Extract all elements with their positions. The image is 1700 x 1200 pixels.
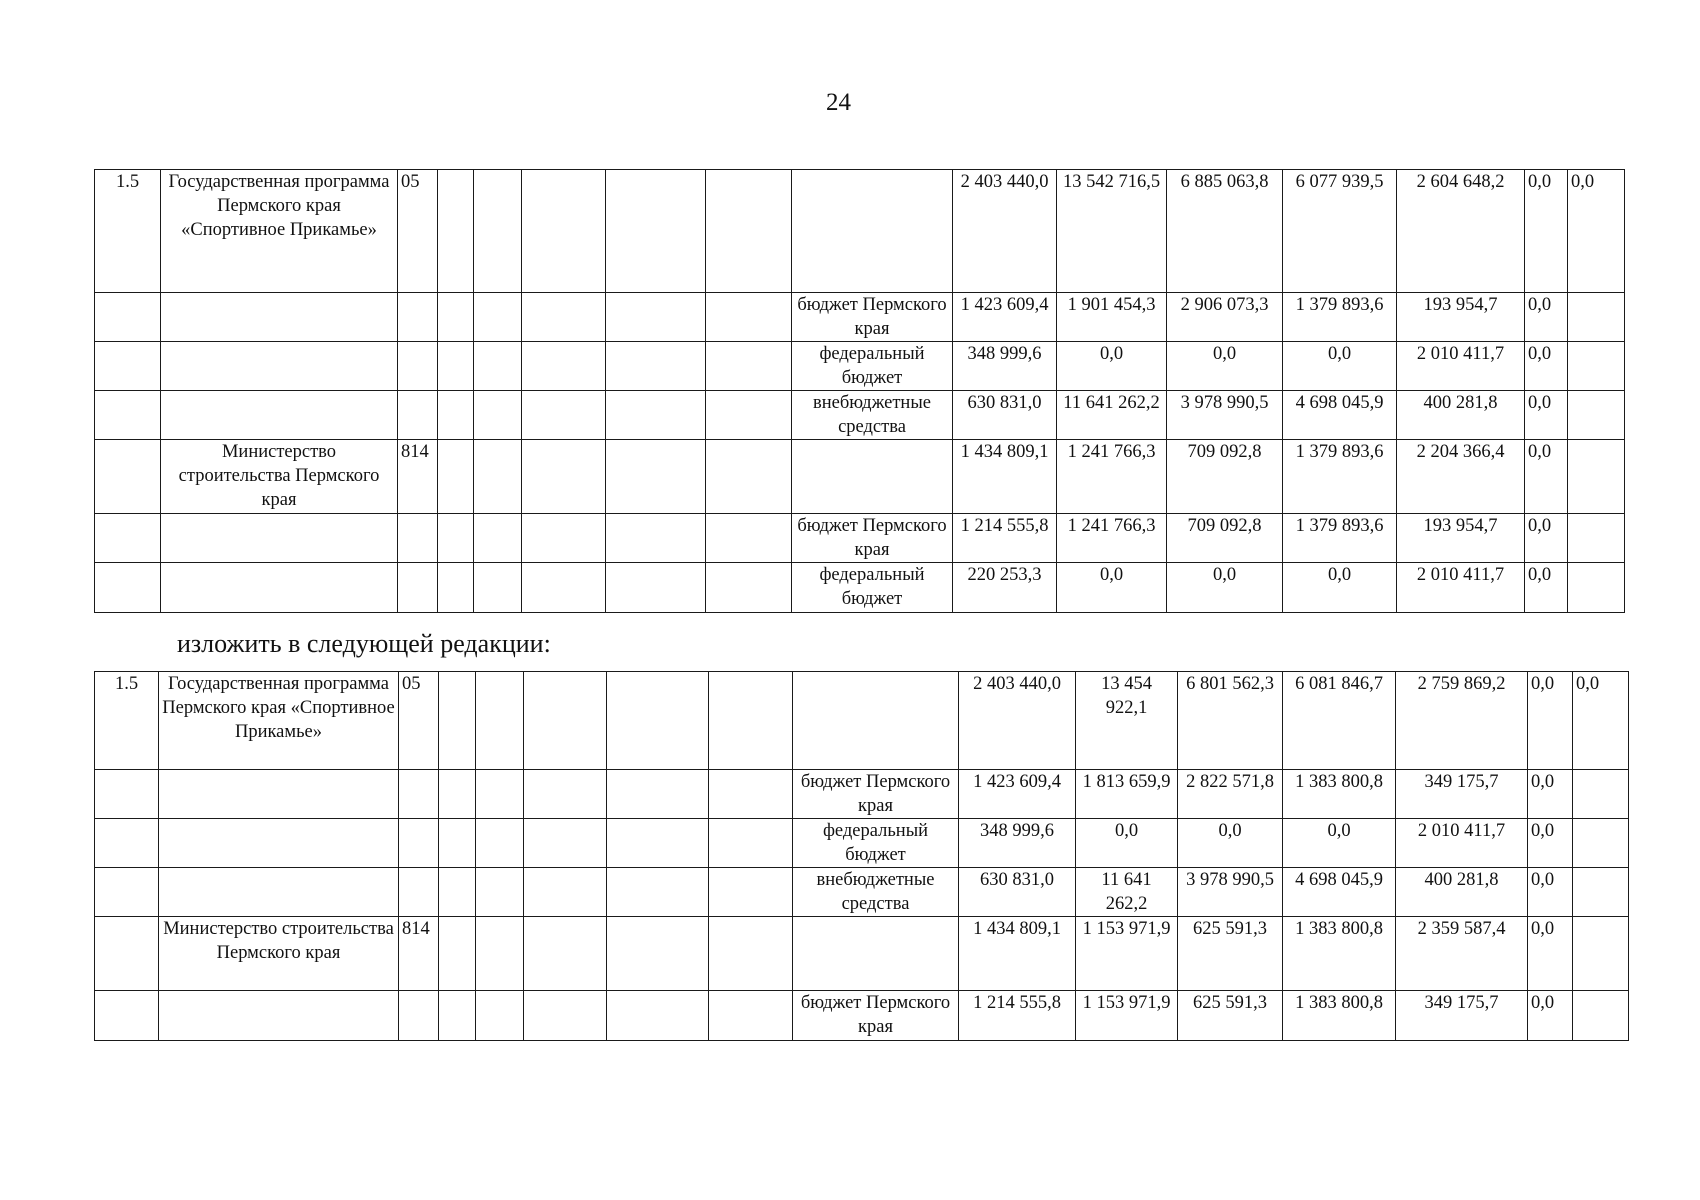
admin-code-cell: 814	[399, 917, 439, 991]
code-cell-b	[474, 342, 522, 391]
table-row	[95, 819, 1629, 868]
value-2023-cell: 1 241 766,3	[1057, 440, 1167, 514]
table-row	[95, 868, 1629, 917]
code-cell-e	[706, 391, 792, 440]
code-cell-c	[522, 514, 606, 563]
value-2027-cell: 0,0	[1528, 868, 1573, 917]
value-2025-cell: 0,0	[1283, 342, 1397, 391]
code-cell-a	[438, 514, 474, 563]
funding-source-cell: внебюджетные средства	[793, 868, 959, 917]
value-2027-cell: 0,0	[1528, 917, 1573, 991]
code-cell-b	[474, 440, 522, 514]
funding-source-cell	[792, 440, 953, 514]
code-cell-c	[524, 991, 607, 1041]
name-cell: Министерство строительства Пермского края	[161, 440, 398, 514]
code-cell-d	[606, 391, 706, 440]
funding-source-cell	[792, 170, 953, 293]
table-row	[95, 672, 1629, 770]
value-2023-cell: 1 241 766,3	[1057, 514, 1167, 563]
value-2026-cell: 2 010 411,7	[1397, 563, 1525, 613]
row-number-cell	[95, 991, 159, 1041]
funding-source-cell	[793, 672, 959, 770]
funding-source-cell: бюджет Пермского края	[792, 514, 953, 563]
value-2026-cell: 349 175,7	[1396, 770, 1528, 819]
value-2026-cell: 2 759 869,2	[1396, 672, 1528, 770]
table-row	[95, 991, 1629, 1041]
value-2024-cell: 2 906 073,3	[1167, 293, 1283, 342]
code-cell-a	[439, 917, 476, 991]
budget-table-after	[94, 671, 1629, 1041]
code-cell-b	[476, 917, 524, 991]
code-cell-d	[607, 819, 709, 868]
value-2023-cell: 11 641 262,2	[1057, 391, 1167, 440]
value-2027-cell: 0,0	[1525, 293, 1568, 342]
value-2022-cell: 1 434 809,1	[959, 917, 1076, 991]
value-2022-cell: 1 423 609,4	[953, 293, 1057, 342]
code-cell-a	[438, 391, 474, 440]
row-number-cell: 1.5	[95, 170, 161, 293]
value-2027-cell: 0,0	[1525, 514, 1568, 563]
value-2025-cell: 6 077 939,5	[1283, 170, 1397, 293]
code-cell-c	[522, 391, 606, 440]
value-2024-cell: 2 822 571,8	[1178, 770, 1283, 819]
value-2025-cell: 4 698 045,9	[1283, 868, 1396, 917]
code-cell-b	[474, 563, 522, 613]
value-2027-cell: 0,0	[1528, 991, 1573, 1041]
table-row	[95, 770, 1629, 819]
value-2027-cell: 0,0	[1525, 342, 1568, 391]
value-2024-cell: 0,0	[1178, 819, 1283, 868]
code-cell-b	[476, 672, 524, 770]
name-cell	[161, 563, 398, 613]
code-cell-d	[607, 672, 709, 770]
name-cell	[159, 770, 399, 819]
code-cell-a	[439, 770, 476, 819]
code-cell-a	[438, 342, 474, 391]
value-2026-cell: 193 954,7	[1397, 514, 1525, 563]
value-2028-cell	[1568, 563, 1625, 613]
code-cell-d	[606, 342, 706, 391]
code-cell-b	[476, 868, 524, 917]
value-2026-cell: 2 359 587,4	[1396, 917, 1528, 991]
value-2027-cell: 0,0	[1525, 440, 1568, 514]
code-cell-e	[706, 563, 792, 613]
value-2024-cell: 6 885 063,8	[1167, 170, 1283, 293]
value-2025-cell: 1 383 800,8	[1283, 917, 1396, 991]
funding-source-cell: бюджет Пермского края	[793, 770, 959, 819]
value-2028-cell	[1568, 514, 1625, 563]
value-2022-cell: 348 999,6	[953, 342, 1057, 391]
name-cell	[161, 391, 398, 440]
funding-source-cell	[793, 917, 959, 991]
value-2028-cell: 0,0	[1568, 170, 1625, 293]
code-cell-d	[606, 514, 706, 563]
code-cell-b	[474, 170, 522, 293]
code-cell-c	[522, 293, 606, 342]
row-number-cell	[95, 917, 159, 991]
value-2026-cell: 2 604 648,2	[1397, 170, 1525, 293]
code-cell-c	[524, 917, 607, 991]
value-2024-cell: 3 978 990,5	[1178, 868, 1283, 917]
budget-table-before	[94, 169, 1625, 613]
page-number: 24	[826, 89, 851, 116]
code-cell-e	[709, 917, 793, 991]
value-2026-cell: 2 010 411,7	[1396, 819, 1528, 868]
funding-source-cell: внебюджетные средства	[792, 391, 953, 440]
value-2024-cell: 6 801 562,3	[1178, 672, 1283, 770]
code-cell-a	[439, 868, 476, 917]
admin-code-cell	[398, 342, 438, 391]
value-2025-cell: 1 383 800,8	[1283, 991, 1396, 1041]
value-2022-cell: 630 831,0	[953, 391, 1057, 440]
name-cell	[159, 819, 399, 868]
code-cell-e	[709, 991, 793, 1041]
name-cell: Министерство строительства Пермского края	[159, 917, 399, 991]
value-2026-cell: 400 281,8	[1396, 868, 1528, 917]
funding-source-cell: бюджет Пермского края	[792, 293, 953, 342]
value-2024-cell: 0,0	[1167, 342, 1283, 391]
row-number-cell	[95, 440, 161, 514]
value-2028-cell	[1573, 770, 1629, 819]
code-cell-c	[522, 342, 606, 391]
value-2028-cell	[1573, 917, 1629, 991]
code-cell-e	[709, 770, 793, 819]
value-2023-cell: 0,0	[1057, 563, 1167, 613]
code-cell-c	[524, 868, 607, 917]
code-cell-a	[438, 563, 474, 613]
code-cell-e	[709, 868, 793, 917]
row-number-cell	[95, 293, 161, 342]
table-row	[95, 293, 1625, 342]
code-cell-a	[438, 170, 474, 293]
name-cell	[161, 514, 398, 563]
value-2023-cell: 13 454 922,1	[1076, 672, 1178, 770]
table-row	[95, 170, 1625, 293]
value-2023-cell: 1 153 971,9	[1076, 991, 1178, 1041]
value-2024-cell: 709 092,8	[1167, 440, 1283, 514]
table-row	[95, 440, 1625, 514]
value-2026-cell: 193 954,7	[1397, 293, 1525, 342]
code-cell-d	[606, 440, 706, 514]
code-cell-e	[706, 170, 792, 293]
code-cell-b	[474, 391, 522, 440]
code-cell-e	[706, 514, 792, 563]
code-cell-d	[607, 770, 709, 819]
value-2026-cell: 2 204 366,4	[1397, 440, 1525, 514]
value-2025-cell: 0,0	[1283, 819, 1396, 868]
code-cell-b	[474, 293, 522, 342]
code-cell-a	[439, 672, 476, 770]
value-2023-cell: 0,0	[1076, 819, 1178, 868]
code-cell-a	[438, 440, 474, 514]
code-cell-c	[524, 672, 607, 770]
code-cell-c	[524, 819, 607, 868]
funding-source-cell: федеральный бюджет	[792, 342, 953, 391]
admin-code-cell	[398, 391, 438, 440]
code-cell-e	[706, 440, 792, 514]
value-2022-cell: 1 214 555,8	[953, 514, 1057, 563]
value-2022-cell: 348 999,6	[959, 819, 1076, 868]
name-cell: Государственная программа Пермского края «Спортивное Прикамье»	[161, 170, 398, 293]
value-2022-cell: 1 214 555,8	[959, 991, 1076, 1041]
admin-code-cell	[398, 563, 438, 613]
value-2028-cell	[1573, 991, 1629, 1041]
row-number-cell	[95, 819, 159, 868]
code-cell-d	[606, 563, 706, 613]
value-2028-cell	[1568, 342, 1625, 391]
value-2026-cell: 2 010 411,7	[1397, 342, 1525, 391]
value-2023-cell: 11 641 262,2	[1076, 868, 1178, 917]
value-2024-cell: 625 591,3	[1178, 917, 1283, 991]
code-cell-a	[438, 293, 474, 342]
name-cell	[161, 342, 398, 391]
value-2027-cell: 0,0	[1525, 563, 1568, 613]
code-cell-e	[709, 672, 793, 770]
admin-code-cell	[399, 991, 439, 1041]
value-2022-cell: 1 423 609,4	[959, 770, 1076, 819]
value-2026-cell: 400 281,8	[1397, 391, 1525, 440]
admin-code-cell: 05	[399, 672, 439, 770]
value-2028-cell	[1568, 391, 1625, 440]
code-cell-b	[476, 770, 524, 819]
code-cell-e	[709, 819, 793, 868]
name-cell	[161, 293, 398, 342]
value-2023-cell: 1 901 454,3	[1057, 293, 1167, 342]
value-2023-cell: 0,0	[1057, 342, 1167, 391]
value-2022-cell: 2 403 440,0	[959, 672, 1076, 770]
value-2023-cell: 1 153 971,9	[1076, 917, 1178, 991]
admin-code-cell: 05	[398, 170, 438, 293]
code-cell-c	[522, 170, 606, 293]
row-number-cell	[95, 770, 159, 819]
value-2025-cell: 6 081 846,7	[1283, 672, 1396, 770]
admin-code-cell	[398, 293, 438, 342]
funding-source-cell: федеральный бюджет	[792, 563, 953, 613]
value-2027-cell: 0,0	[1528, 819, 1573, 868]
value-2025-cell: 1 379 893,6	[1283, 514, 1397, 563]
code-cell-d	[606, 293, 706, 342]
code-cell-e	[706, 342, 792, 391]
code-cell-a	[439, 991, 476, 1041]
code-cell-b	[476, 991, 524, 1041]
value-2027-cell: 0,0	[1525, 391, 1568, 440]
value-2025-cell: 1 379 893,6	[1283, 440, 1397, 514]
value-2028-cell	[1573, 819, 1629, 868]
value-2028-cell: 0,0	[1573, 672, 1629, 770]
admin-code-cell	[399, 819, 439, 868]
name-cell	[159, 868, 399, 917]
table-row	[95, 563, 1625, 613]
code-cell-c	[524, 770, 607, 819]
admin-code-cell	[399, 770, 439, 819]
row-number-cell: 1.5	[95, 672, 159, 770]
row-number-cell	[95, 563, 161, 613]
value-2025-cell: 4 698 045,9	[1283, 391, 1397, 440]
funding-source-cell: федеральный бюджет	[793, 819, 959, 868]
code-cell-d	[607, 917, 709, 991]
value-2022-cell: 630 831,0	[959, 868, 1076, 917]
value-2024-cell: 625 591,3	[1178, 991, 1283, 1041]
row-number-cell	[95, 391, 161, 440]
value-2026-cell: 349 175,7	[1396, 991, 1528, 1041]
name-cell: Государственная программа Пермского края «Спортивное Прикамье»	[159, 672, 399, 770]
code-cell-d	[607, 991, 709, 1041]
value-2028-cell	[1568, 293, 1625, 342]
value-2025-cell: 1 383 800,8	[1283, 770, 1396, 819]
instruction-text: изложить в следующей редакции:	[177, 629, 551, 658]
name-cell	[159, 991, 399, 1041]
admin-code-cell	[399, 868, 439, 917]
code-cell-e	[706, 293, 792, 342]
code-cell-b	[474, 514, 522, 563]
code-cell-d	[606, 170, 706, 293]
code-cell-b	[476, 819, 524, 868]
row-number-cell	[95, 868, 159, 917]
value-2027-cell: 0,0	[1528, 672, 1573, 770]
admin-code-cell: 814	[398, 440, 438, 514]
value-2022-cell: 2 403 440,0	[953, 170, 1057, 293]
value-2027-cell: 0,0	[1528, 770, 1573, 819]
value-2024-cell: 3 978 990,5	[1167, 391, 1283, 440]
value-2025-cell: 1 379 893,6	[1283, 293, 1397, 342]
value-2028-cell	[1573, 868, 1629, 917]
value-2023-cell: 1 813 659,9	[1076, 770, 1178, 819]
row-number-cell	[95, 342, 161, 391]
value-2024-cell: 0,0	[1167, 563, 1283, 613]
value-2025-cell: 0,0	[1283, 563, 1397, 613]
table-row	[95, 514, 1625, 563]
table-row	[95, 917, 1629, 991]
value-2028-cell	[1568, 440, 1625, 514]
admin-code-cell	[398, 514, 438, 563]
value-2027-cell: 0,0	[1525, 170, 1568, 293]
code-cell-c	[522, 563, 606, 613]
value-2024-cell: 709 092,8	[1167, 514, 1283, 563]
row-number-cell	[95, 514, 161, 563]
table-row	[95, 391, 1625, 440]
code-cell-d	[607, 868, 709, 917]
value-2023-cell: 13 542 716,5	[1057, 170, 1167, 293]
table-row	[95, 342, 1625, 391]
value-2022-cell: 220 253,3	[953, 563, 1057, 613]
value-2022-cell: 1 434 809,1	[953, 440, 1057, 514]
code-cell-c	[522, 440, 606, 514]
code-cell-a	[439, 819, 476, 868]
funding-source-cell: бюджет Пермского края	[793, 991, 959, 1041]
